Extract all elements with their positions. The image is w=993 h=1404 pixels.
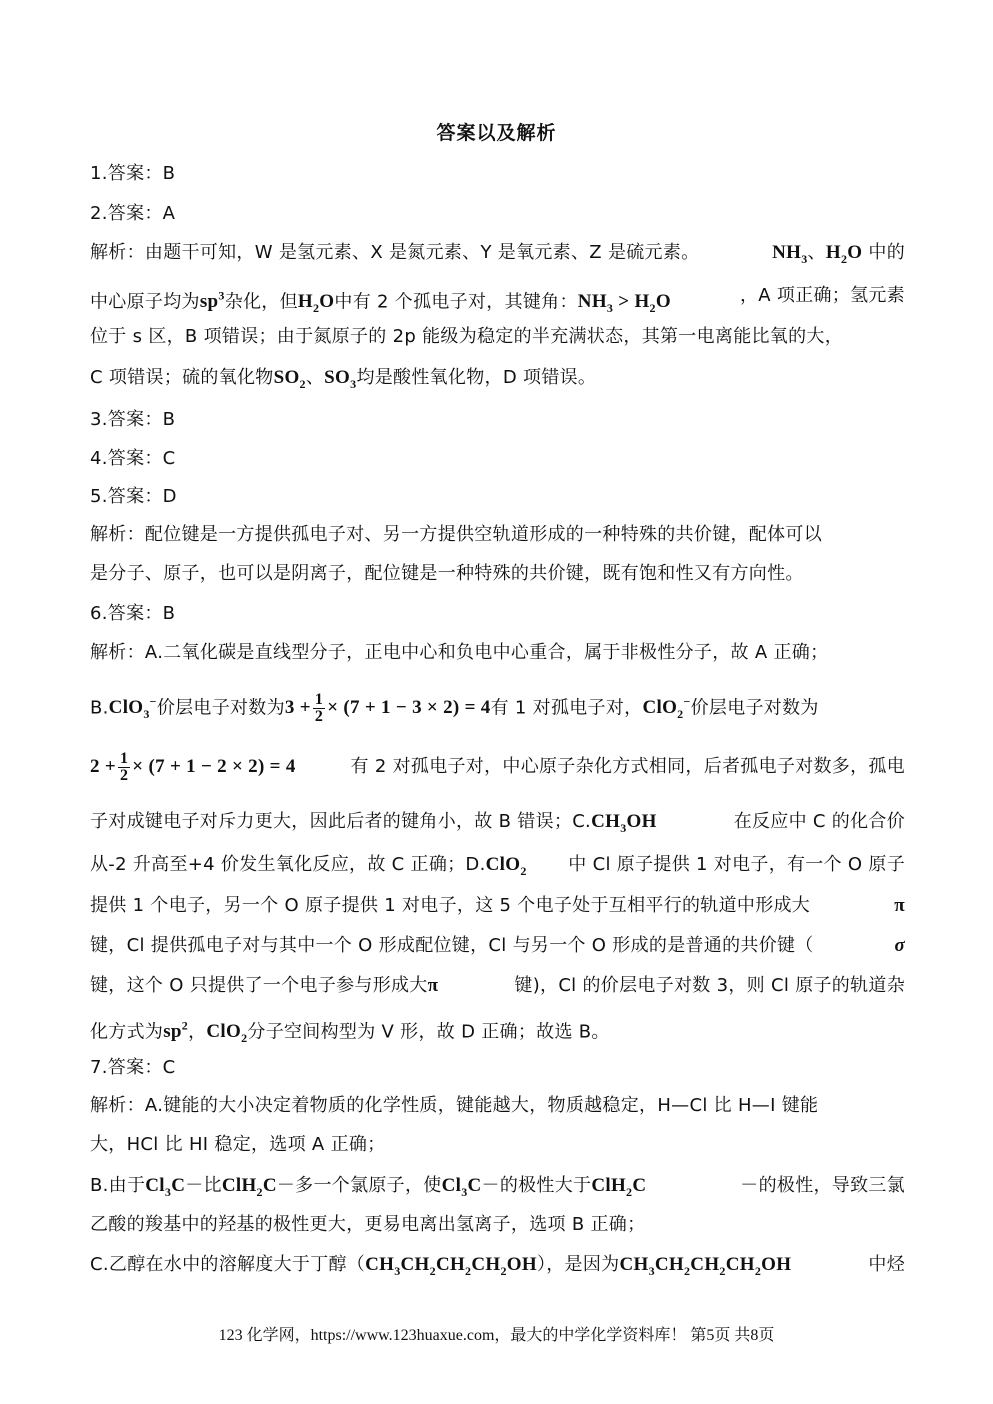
formula-clo3-ion: ClO$_3$− <box>108 695 157 722</box>
formula-butanol: $CH_3CH_2CH_2CH_2OH$ <box>619 1254 792 1278</box>
formula-clh2c: ClH$_2$C <box>591 1175 647 1199</box>
q5-explain-line-2: 是分子、原子，也可以是阴离子，配位键是一种特殊的共价键，既有饱和性又有方向性。 <box>90 563 804 584</box>
formula-h2o: $H_2O$ <box>825 242 863 266</box>
formula-group: $NH_3$、$H_2O$ 中的 <box>772 242 905 266</box>
formula-butanol: $CH_3CH_2CH_2CH_2OH$ <box>365 1254 537 1278</box>
q6-explain-line-7: 键，Cl 提供孤电子对与其中一个 O 形成配位键，Cl 与另一个 O 形成的是普通的共价键（ σ <box>90 935 905 956</box>
q2-explain-line-2: 中心原子均为$sp^3$杂化，但$H_2O$中有 2 个孤电子对，其键角：$NH_3 > H_2O$ ，A 项正确；氢元素 <box>90 285 905 316</box>
formula-ch3oh: $CH_3OH$ <box>591 811 657 835</box>
q2-explain-line-4: C 项错误；硫的氧化物$SO_2$、$SO_3$均是酸性氧化物，D 项错误。 <box>90 367 597 391</box>
q7-explain-line-2: 大，HCl 比 HI 稳定，选项 A 正确； <box>90 1134 386 1155</box>
formula-cl3c: $Cl_3C$ <box>441 1175 482 1199</box>
q2-explain-line-1 <box>90 241 905 271</box>
formula-clo2: ClO$_2$ <box>485 854 527 878</box>
q6-explain-line-2: B.ClO$_3$−价层电子对数为3 + $\frac{1}{2}$ × (7 + 1 − 3 × 2) = 4有 1 对孤电子对，ClO$_2$−价层电子对数为 <box>90 691 819 726</box>
q6-explain-line-9: 化方式为$sp^2$，ClO$_2$分子空间构型为 V 形，故 D 正确；故选 B。 <box>90 1019 610 1046</box>
answer-1: 1.答案：B <box>90 163 176 184</box>
fraction-half: $\frac{1}{2}$ <box>119 750 129 785</box>
text: 中的 <box>868 242 905 263</box>
sigma-symbol: σ <box>894 935 905 956</box>
formula-clh2c: ClH$_2$C <box>221 1175 277 1199</box>
page-title: 答案以及解析 <box>436 122 557 144</box>
text: 解析：由题干可知，W 是氢元素、X 是氮元素、Y 是氧元素、Z 是硫元素。 <box>90 242 700 263</box>
answer-3: 3.答案：B <box>90 409 176 430</box>
formula-sp2: $sp^2$ <box>163 1019 189 1043</box>
formula-so3: $SO_3$ <box>324 367 357 391</box>
formula-expr-1: 3 + $\frac{1}{2}$ × (7 + 1 − 3 × 2) = 4 <box>284 691 491 726</box>
answer-4: 4.答案：C <box>90 448 176 469</box>
q7-explain-line-5: C.乙醇在水中的溶解度大于丁醇$(CH_3CH_2CH_2CH_2OH)$，是因为$CH_3CH_2CH_2CH_2OH$ 中烃 <box>90 1254 905 1278</box>
q6-explain-line-8: 键，这个 O 只提供了一个电子参与形成大π 键)，Cl 的价层电子对数 3，则 Cl 原子的轨道杂 <box>90 975 905 996</box>
q6-explain-line-5: 从-2 升高至+4 价发生氧化反应，故 C 正确；D.ClO$_2$ 中 Cl 原子提供 1 对电子，有一个 O 原子 <box>90 854 905 878</box>
answer-5: 5.答案：D <box>90 486 177 507</box>
q6-explain-line-3: 2 + $\frac{1}{2}$ × (7 + 1 − 2 × 2) = 4 有 2 对孤电子对，中心原子杂化方式相同，后者孤电子对数多，孤电 <box>90 750 905 785</box>
answer-7: 7.答案：C <box>90 1057 176 1078</box>
q7-explain-line-4: 乙酸的羧基中的羟基的极性更大，更易电离出氢离子，选项 B 正确； <box>90 1214 646 1235</box>
formula-clo2-ion: ClO$_2$− <box>642 695 691 722</box>
q7-explain-line-3: B.由于$Cl_3C-$比ClH$_2$C－多一个氯原子，使$Cl_3C-$的极性大于ClH$_2$C －的极性，导致三氯 <box>90 1175 905 1199</box>
answer-6: 6.答案：B <box>90 603 176 624</box>
q6-explain-line-1: 解析：A.二氧化碳是直线型分子，正电中心和负电中心重合，属于非极性分子，故 A 正确； <box>90 642 829 663</box>
q6-explain-line-6: 提供 1 个电子，另一个 O 原子提供 1 对电子，这 5 个电子处于互相平行的轨道中形成大 π <box>90 895 905 916</box>
formula-expr-2: 2 + $\frac{1}{2}$ × (7 + 1 − 2 × 2) = 4 <box>90 750 296 785</box>
formula-so2: $SO_2$ <box>273 367 306 391</box>
fraction-half: $\frac{1}{2}$ <box>314 691 324 726</box>
q5-explain-line-1: 解析：配位键是一方提供孤电子对、另一方提供空轨道形成的一种特殊的共价键，配体可以 <box>90 524 822 545</box>
formula-nh3: $NH_3$ <box>772 242 808 266</box>
answer-2: 2.答案：A <box>90 203 176 224</box>
q6-explain-line-4: 子对成键电子对斥力更大，因此后者的键角小，故 B 错误；$C.CH_3OH$ 在反应中 C 的化合价 <box>90 811 905 835</box>
formula-nh3-gt-h2o: $NH_3 > H_2O$ <box>577 291 671 316</box>
formula-cl3c: $Cl_3C$ <box>145 1175 186 1199</box>
formula-clo2: ClO$_2$ <box>206 1021 248 1046</box>
formula-sp3: $sp^3$ <box>199 289 225 313</box>
pi-symbol: π <box>894 895 905 916</box>
formula-h2o: $H_2O$ <box>297 291 335 316</box>
q7-explain-line-1: 解析：A.键能的大小决定着物质的化学性质，键能越大，物质越稳定，H—Cl 比 H—I 键能 <box>90 1095 819 1116</box>
page-footer: 123 化学网，https://www.123huaxue.com，最大的中学化学资料库！ 第5页 共8页 <box>218 1327 775 1344</box>
pi-symbol: π <box>427 975 439 996</box>
q2-explain-line-3: 位于 s 区，B 项错误；由于氮原子的 2p 能级为稳定的半充满状态，其第一电离能比氧的大， <box>90 326 844 347</box>
